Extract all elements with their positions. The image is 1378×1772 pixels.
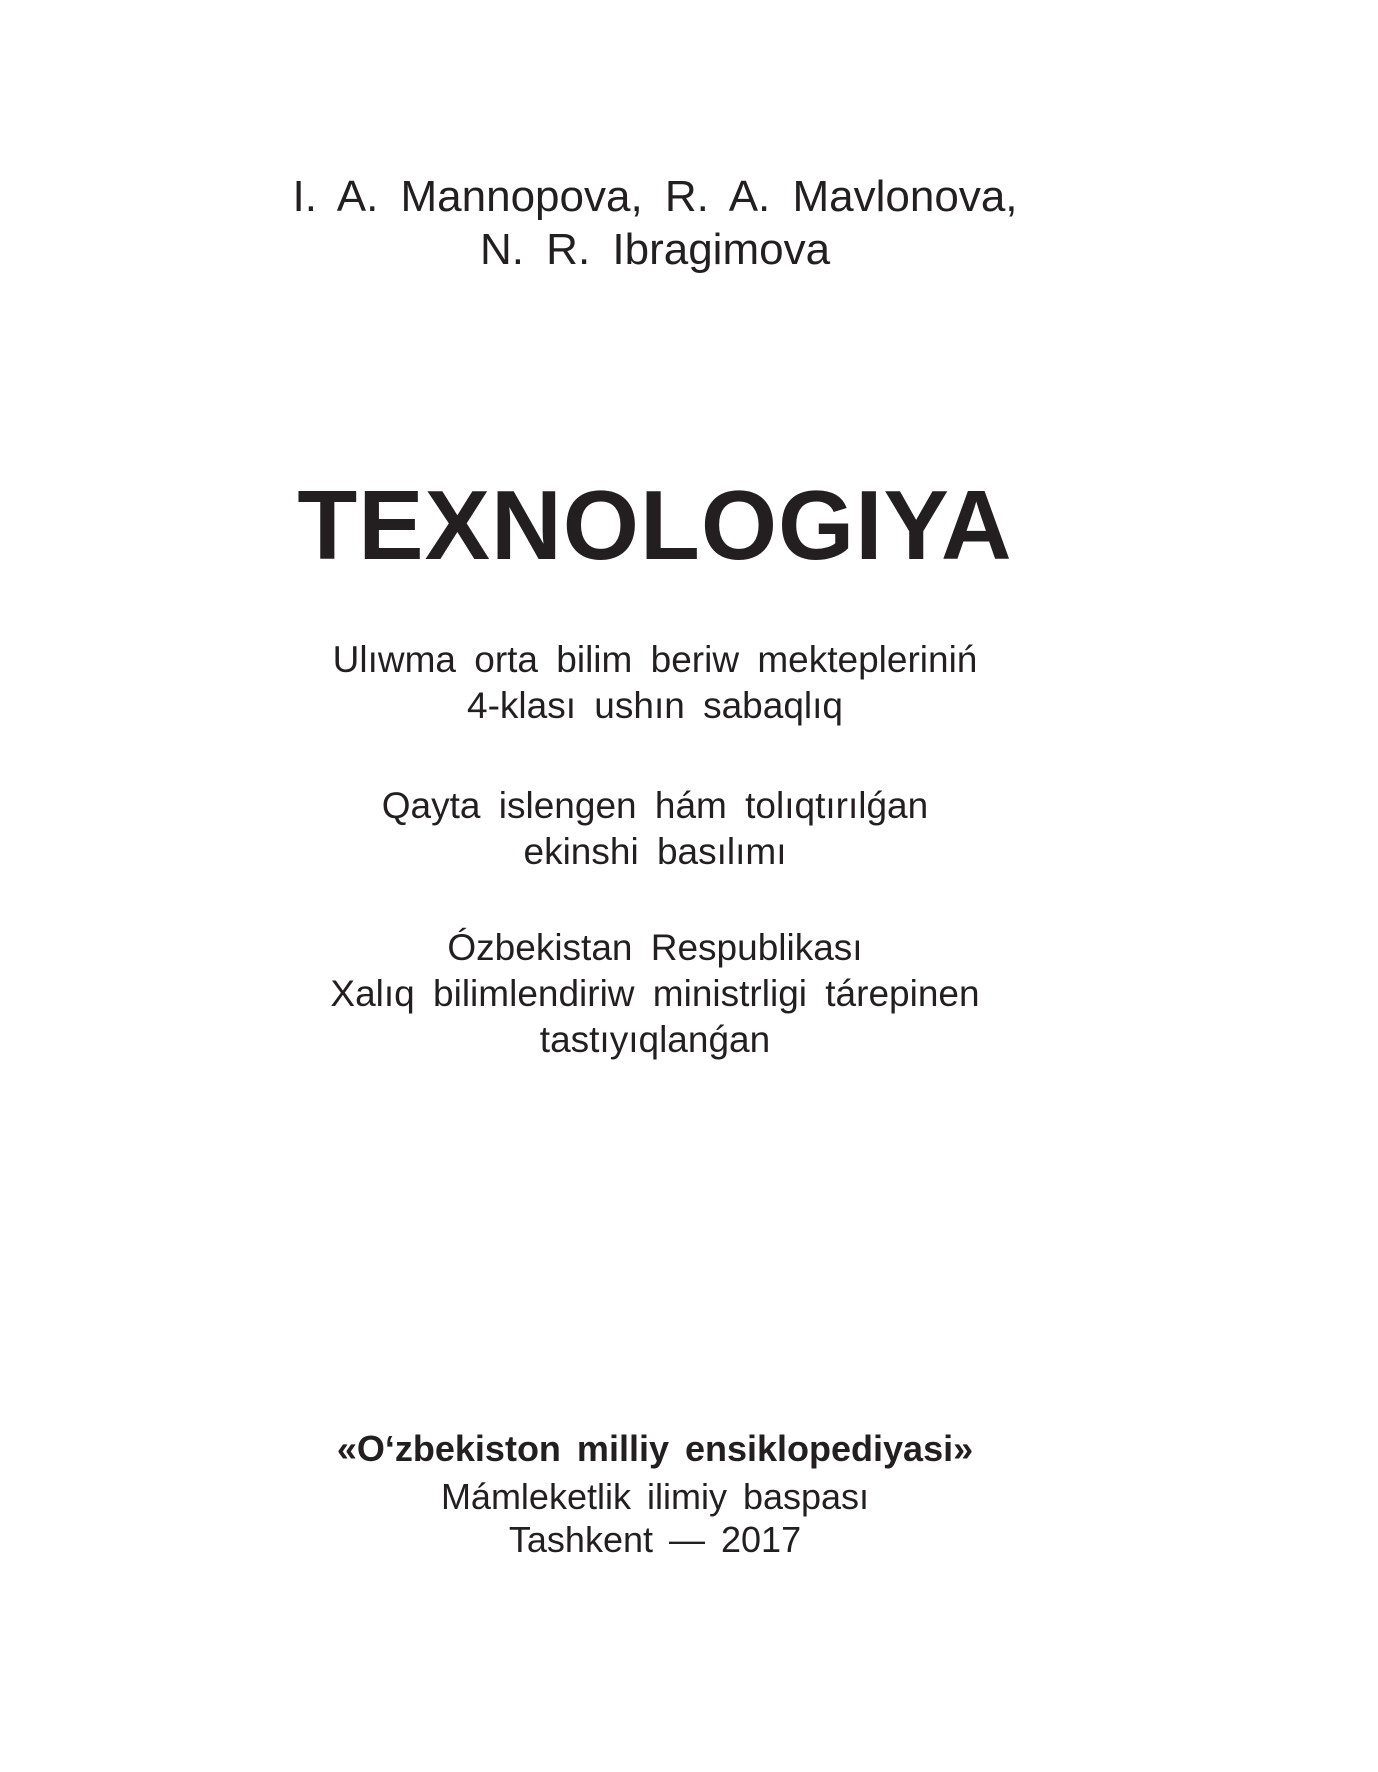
edition-line-2: ekinshi basılımı	[523, 831, 787, 872]
publisher	[0, 1425, 1310, 1521]
edition-line-1: Qayta islengen hám tolıqtırılǵan	[381, 785, 929, 826]
book-purpose	[0, 637, 1310, 729]
city-year: Tashkent — 2017	[508, 1519, 802, 1560]
authors	[0, 170, 1310, 276]
approval-line-2: Xalıq bilimlendiriw ministrligi tárepinen	[330, 973, 980, 1014]
purpose-line-1: Ulıwma orta bilim beriw mektepleriniń	[332, 639, 978, 680]
publisher-name: «O‘zbekiston milliy ensiklopediyasi»	[336, 1428, 974, 1469]
purpose-line-2: 4-klası ushın sabaqlıq	[467, 685, 843, 726]
edition-note	[0, 783, 1310, 875]
authors-line-1: I. A. Mannopova, R. A. Mavlonova,	[292, 172, 1018, 221]
publisher-type: Mámleketlik ilimiy baspası	[440, 1476, 870, 1517]
approval-line-1: Ózbekistan Respublikası	[447, 927, 863, 968]
approval-line-3: tastıyıqlanǵan	[539, 1019, 771, 1060]
authors-line-2: N. R. Ibragimova	[479, 225, 831, 274]
approval-note	[0, 925, 1310, 1063]
book-title: TEXNOLOGIYA	[297, 470, 1013, 580]
